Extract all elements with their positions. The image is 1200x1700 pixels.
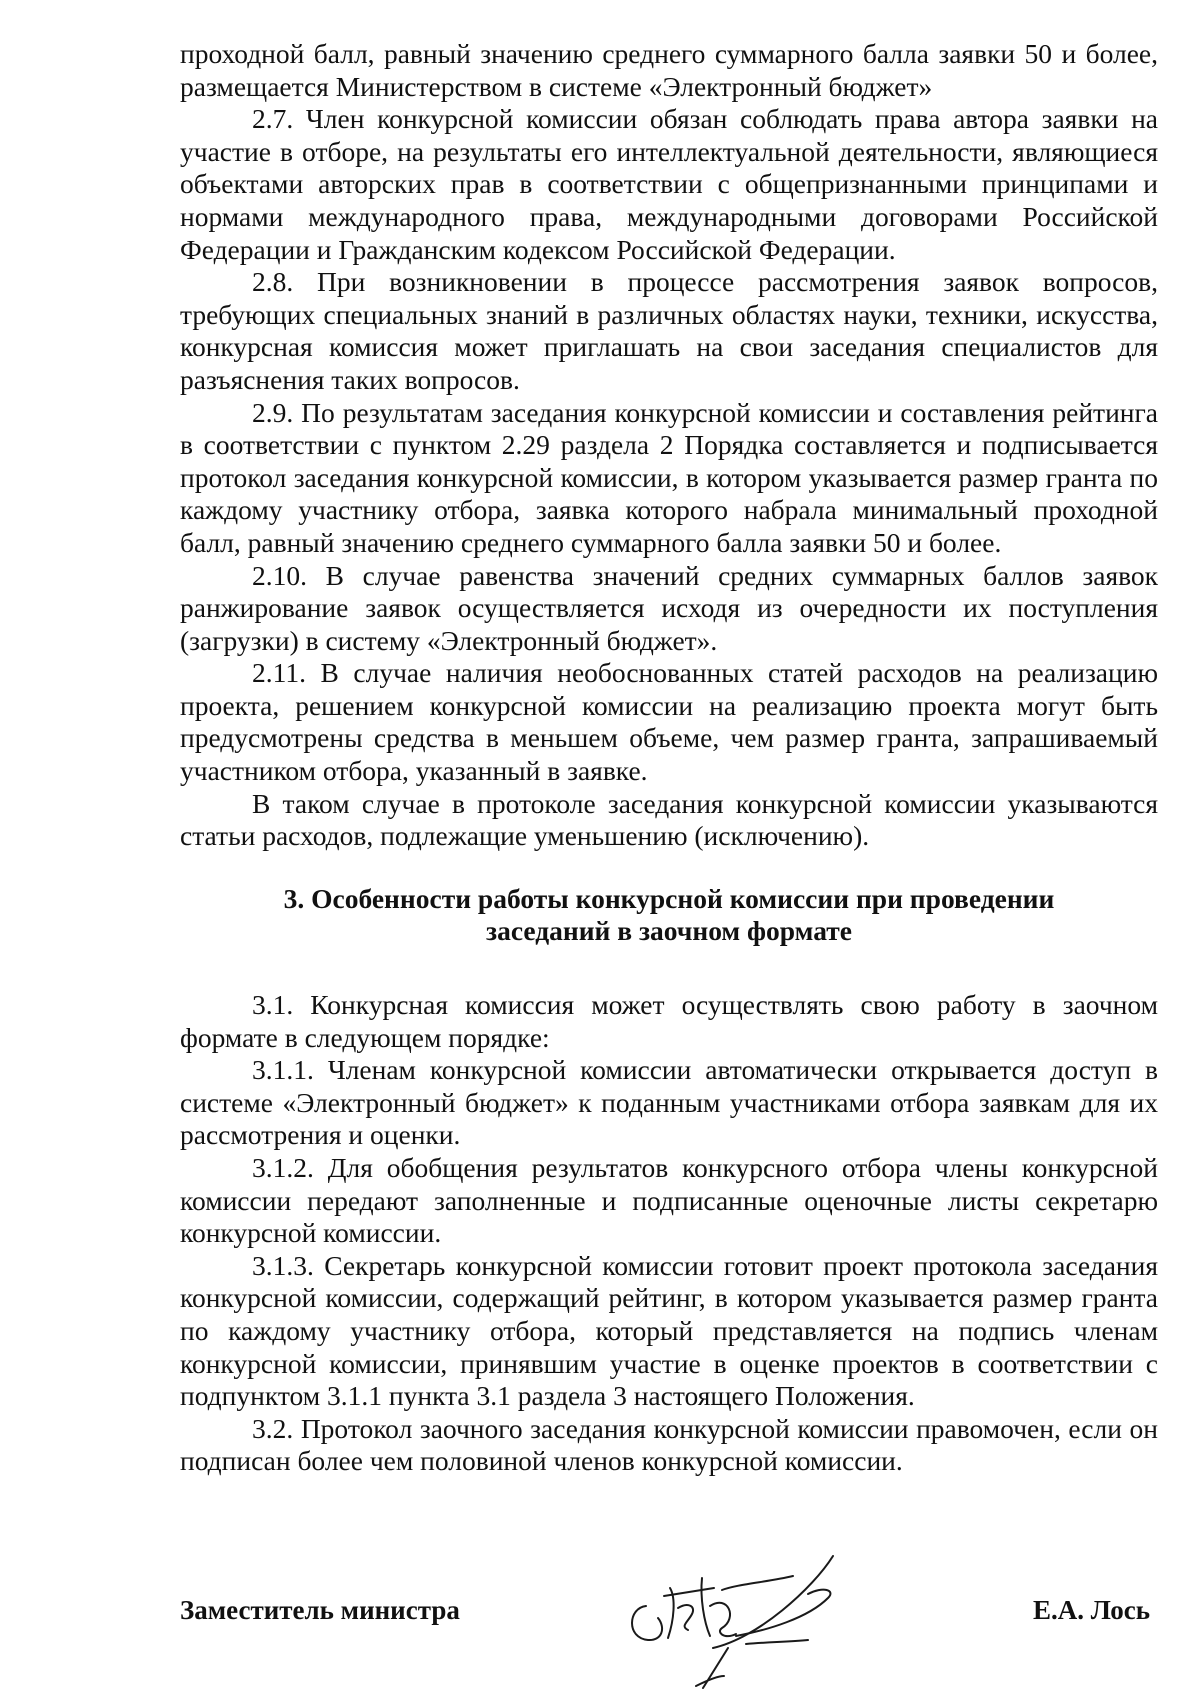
signatory-name: Е.А. Лось (1033, 1595, 1150, 1625)
paragraph-continuation: проходной балл, равный значению среднего суммарного балла заявки 50 и более, размещается Министерством в системе «Электронный бюджет» (180, 38, 1158, 102)
paragraph-2-8: 2.8. При возникновении в процессе рассмотрения заявок вопросов, требующих специальных знаний в различных областях науки, техники, искусства, конкурсная комиссия может приглашать на свои заседания специалистов для разъяснения таких вопросов. (180, 266, 1158, 395)
paragraph-3-1-2: 3.1.2. Для обобщения результатов конкурсного отбора члены конкурсной комиссии передают заполненные и подписанные оценочные листы секретарю конкурсной комиссии. (180, 1152, 1158, 1249)
document-page (180, 38, 1158, 1478)
signatory-title: Заместитель министра (180, 1595, 460, 1625)
paragraph-2-9: 2.9. По результатам заседания конкурсной комиссии и составления рейтинга в соответствии с пунктом 2.29 раздела 2 Порядка составляется и подписывается протокол заседания конкурсной комиссии, в котором указывается размер гранта по каждому участнику отбора, заявка которого набрала минимальный проходной балл, равный значению среднего суммарного балла заявки 50 и более. (180, 396, 1158, 558)
section-3-heading-line-2: заседаний в заочном формате (486, 915, 852, 947)
paragraph-2-10: 2.10. В случае равенства значений средних суммарных баллов заявок ранжирование заявок осуществляется исходя из очередности их поступления (загрузки) в систему «Электронный бюджет». (180, 559, 1158, 656)
paragraph-2-11: 2.11. В случае наличия необоснованных статей расходов на реализацию проекта, решением конкурсной комиссии на реализацию проекта могут быть предусмотрены средства в меньшем объеме, чем размер гранта, запрашиваемый участником отбора, указанный в заявке. (180, 657, 1158, 787)
signature-block (180, 1582, 1158, 1692)
handwritten-signature (618, 1548, 848, 1698)
paragraph-2-11-note: В таком случае в протоколе заседания конкурсной комиссии указываются статьи расходов, подлежащие уменьшению (исключению). (180, 787, 1158, 852)
paragraph-3-1-3: 3.1.3. Секретарь конкурсной комиссии готовит проект протокола заседания конкурсной комиссии, содержащий рейтинг, в котором указывается размер гранта по каждому участнику отбора, который представляется на подпись членам конкурсной комиссии, принявшим участие в оценке проектов в соответствии с подпунктом 3.1.1 пункта 3.1 раздела 3 настоящего Положения. (180, 1249, 1158, 1412)
paragraph-3-1: 3.1. Конкурсная комиссия может осуществлять свою работу в заочном формате в следующем порядке: (180, 989, 1158, 1053)
paragraph-3-2: 3.2. Протокол заочного заседания конкурсной комиссии правомочен, если он подписан более чем половиной членов конкурсной комиссии. (180, 1412, 1158, 1477)
section-3-heading (180, 883, 1158, 948)
paragraph-2-7: 2.7. Член конкурсной комиссии обязан соблюдать права автора заявки на участие в отборе, на результаты его интеллектуальной деятельности, являющиеся объектами авторских прав в соответствии с общепризнанными принципами и нормами международного права, международными договорами Российской Федерации и Гражданским кодексом Российской Федерации. (180, 103, 1158, 265)
section-3-heading-line-1: 3. Особенности работы конкурсной комиссии при проведении (283, 882, 1055, 914)
paragraph-3-1-1: 3.1.1. Членам конкурсной комиссии автоматически открывается доступ в системе «Электронный бюджет» к поданным участниками отбора заявкам для их рассмотрения и оценки. (180, 1054, 1158, 1151)
